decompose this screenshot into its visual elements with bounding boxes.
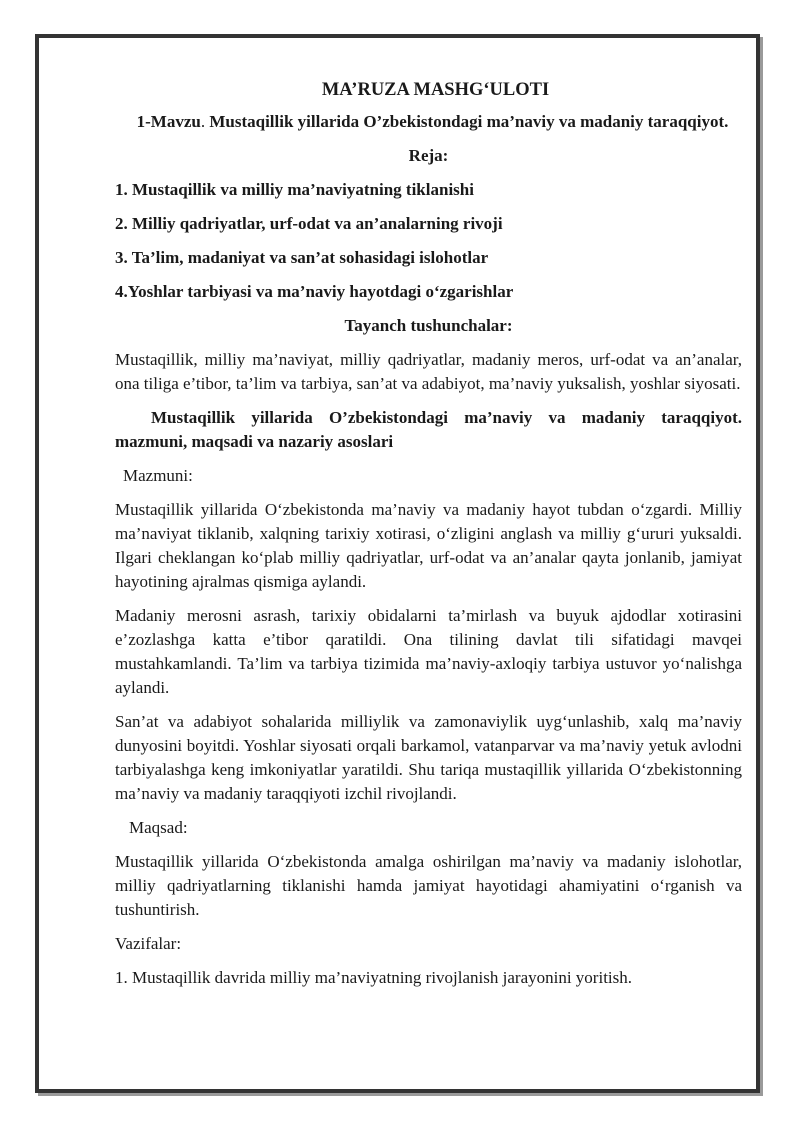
topic-text: Mustaqillik yillarida O’zbekistondagi ma’naviy va madaniy taraqqiyot. xyxy=(209,112,729,131)
task-item: 1. Mustaqillik davrida milliy ma’naviyatning rivojlanish jarayonini yoritish. xyxy=(115,968,633,987)
section-heading: Mustaqillik yillarida O’zbekistondagi ma’naviy va madaniy taraqqiyot. mazmuni, maqsadi va nazariy asoslari xyxy=(115,408,742,451)
topic-separator: . xyxy=(200,112,210,131)
plan-heading: Reja: xyxy=(408,146,449,165)
plan-item: 4.Yoshlar tarbiyasi va ma’naviy hayotdagi o‘zgarishlar xyxy=(115,282,514,301)
content-paragraph: Madaniy merosni asrash, tarixiy obidalarni ta’mirlash va buyuk ajdodlar xotirasini e’zozlashga katta e’tibor qaratildi. Ona tilining davlat tili sifatidagi mavqei mustahkamlandi. Ta’lim va tarbiya tizimida ma’naviy-axloqiy tarbiya ustuvor yo‘nalishga aylandi. xyxy=(115,606,742,697)
document-body xyxy=(115,78,742,1000)
plan-item: 1. Mustaqillik va milliy ma’naviyatning tiklanishi xyxy=(115,180,474,199)
goal-label: Maqsad: xyxy=(129,818,188,837)
key-concepts-heading: Tayanch tushunchalar: xyxy=(344,316,513,335)
content-label: Mazmuni: xyxy=(123,466,193,485)
topic-number: 1-Mavzu xyxy=(136,112,201,131)
document-title: MA’RUZA MASHG‘ULOTI xyxy=(321,80,550,100)
goal-text: Mustaqillik yillarida O‘zbekistonda amalga oshirilgan ma’naviy va madaniy islohotlar, milliy qadriyatlarning tiklanishi hamda jamiyat hayotidagi ahamiyatini o‘rganish va tushuntirish. xyxy=(115,852,742,919)
plan-item: 3. Ta’lim, madaniyat va san’at sohasidagi islohotlar xyxy=(115,248,489,267)
tasks-label: Vazifalar: xyxy=(115,934,182,953)
content-paragraph: San’at va adabiyot sohalarida milliylik va zamonaviylik uyg‘unlashib, xalq ma’naviy dunyosini boyitdi. Yoshlar siyosati orqali barkamol, vatanparvar va ma’naviy yetuk avlodni tarbiyalashga keng imkoniyatlar yaratildi. Shu tariqa mustaqillik yillarida O‘zbekistonning ma’naviy va madaniy taraqqiyoti izchil rivojlandi. xyxy=(115,712,742,803)
content-paragraph: Mustaqillik yillarida O‘zbekistonda ma’naviy va madaniy hayot tubdan o‘zgardi. Milliy ma’naviyat tiklanib, xalqning tarixiy xotirasi, o‘zligini anglash va milliy g‘ururi yuksaldi. Ilgari cheklangan ko‘plab milliy qadriyatlar, urf-odat va an’analar qayta jonlanib, jamiyat hayotining ajralmas qismiga aylandi. xyxy=(115,500,742,591)
key-concepts-text: Mustaqillik, milliy ma’naviyat, milliy qadriyatlar, madaniy meros, urf-odat va an’analar, ona tiliga e’tibor, ta’lim va tarbiya, san’at va adabiyot, ma’naviy yuksalish, yoshlar siyosati. xyxy=(115,350,742,393)
plan-item: 2. Milliy qadriyatlar, urf-odat va an’analarning rivoji xyxy=(115,214,503,233)
topic-line xyxy=(115,110,742,134)
plan-list xyxy=(115,178,742,304)
